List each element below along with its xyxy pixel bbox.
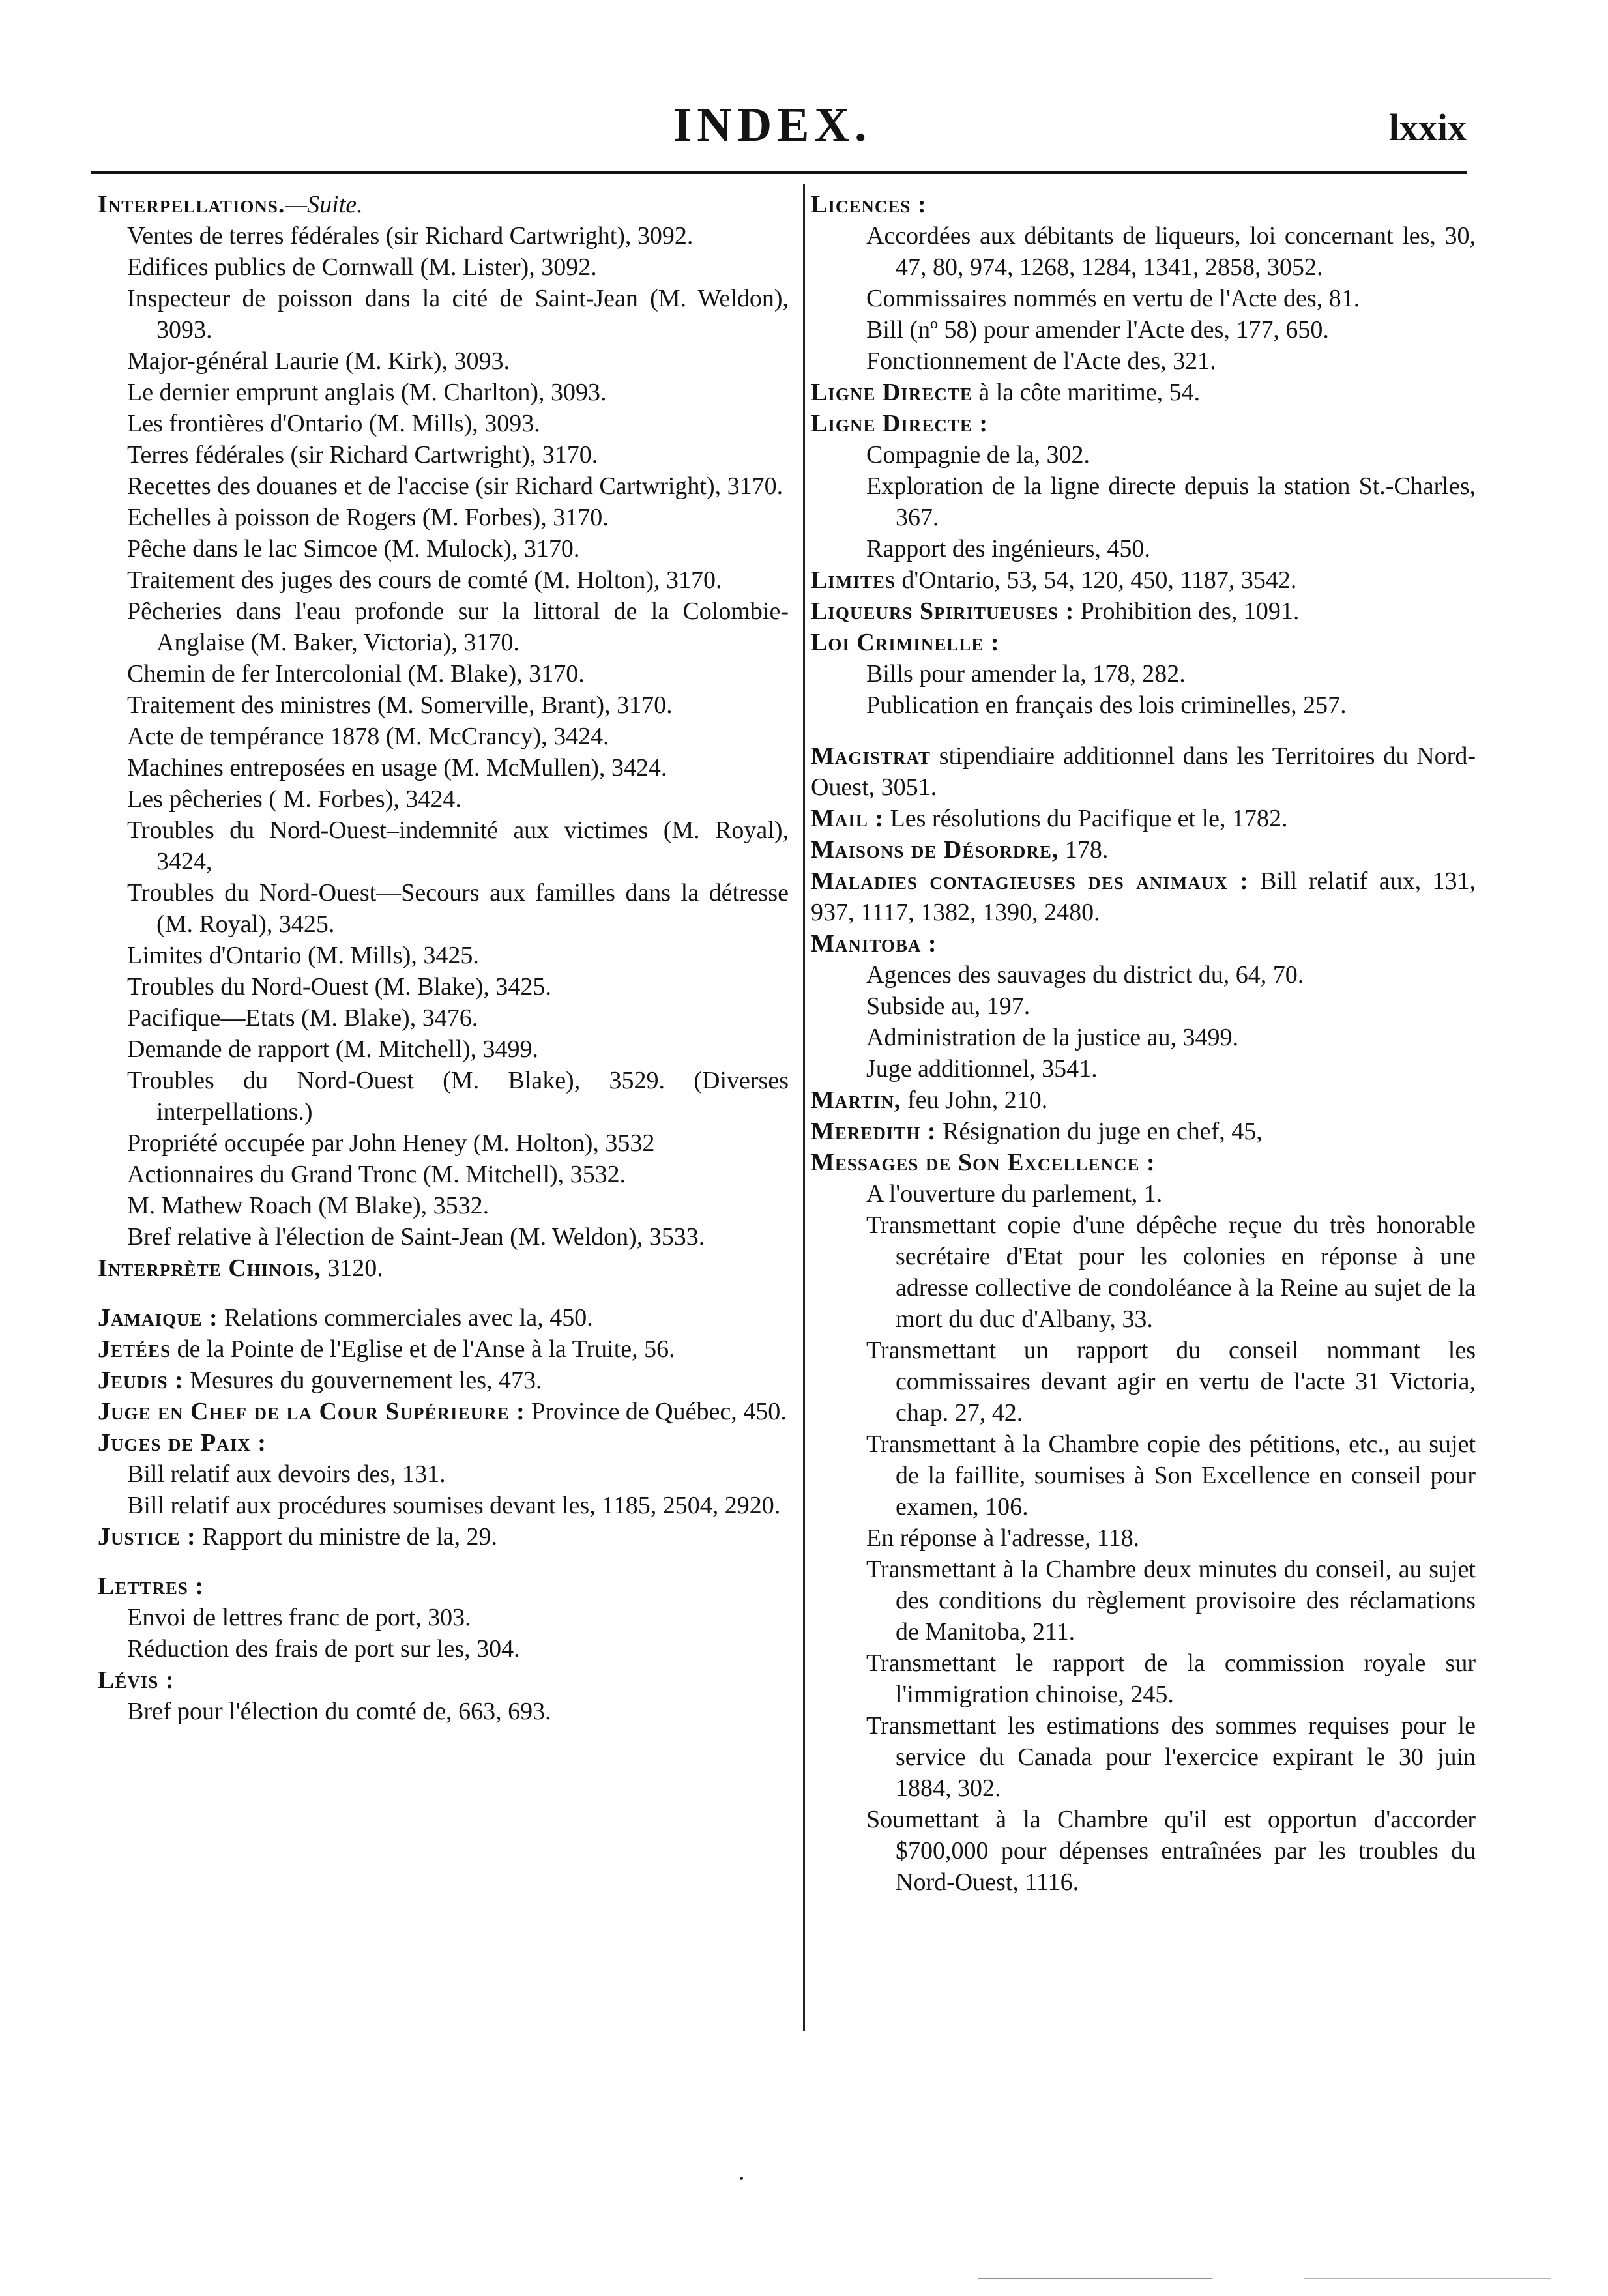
index-entry xyxy=(98,1253,789,1284)
sub-entry: Fonctionnement de l'Acte des, 321. xyxy=(866,347,1216,375)
index-entry xyxy=(98,1521,789,1552)
entry-heading-line xyxy=(811,740,1476,803)
index-entry xyxy=(811,865,1476,928)
sub-entry: Bref pour l'élection du comté de, 663, 693. xyxy=(127,1698,551,1725)
entry-heading-line xyxy=(98,1302,789,1333)
sub-entry: Limites d'Ontario (M. Mills), 3425. xyxy=(127,942,479,969)
entry-heading-line xyxy=(98,1664,789,1696)
sub-entry: Soumettant à la Chambre qu'il est opportun d'accorder $700,000 pour dépenses entraînées par les troubles du Nord-Ouest, 1116. xyxy=(866,1806,1476,1896)
sub-entry: Réduction des frais de port sur les, 304. xyxy=(127,1635,520,1663)
index-entry xyxy=(98,1571,789,1664)
index-entry xyxy=(811,189,1476,377)
sub-entry: Traitement des juges des cours de comté (M. Holton), 3170. xyxy=(127,566,722,594)
sub-entry: Troubles du Nord-Ouest—Secours aux familles dans la détresse (M. Royal), 3425. xyxy=(127,879,789,938)
entry-heading-line xyxy=(98,1396,789,1427)
entry-heading: Licences : xyxy=(811,191,927,218)
entry-heading-line xyxy=(811,1147,1476,1178)
entry-heading-line xyxy=(811,803,1476,834)
entry-text: —Suite. xyxy=(285,191,363,218)
index-entry xyxy=(811,928,1476,1084)
entry-heading-line xyxy=(811,834,1476,865)
index-entry xyxy=(98,1365,789,1396)
right-column xyxy=(811,189,1476,1898)
entry-heading-line xyxy=(98,1333,789,1365)
sub-entry: Bill relatif aux devoirs des, 131. xyxy=(127,1460,446,1488)
page-header xyxy=(78,98,1467,169)
entry-gap xyxy=(98,1552,789,1571)
entry-heading: Maisons de Désordre, xyxy=(811,836,1059,864)
entry-heading: Limites xyxy=(811,566,896,594)
entry-heading: Jamaique : xyxy=(98,1304,218,1331)
header-rule xyxy=(91,171,1467,174)
sub-entry: Chemin de fer Intercolonial (M. Blake), 3170. xyxy=(127,660,585,688)
index-entry xyxy=(98,1396,789,1427)
entry-text: feu John, 210. xyxy=(901,1086,1048,1114)
entry-text: Relations commerciales avec la, 450. xyxy=(218,1304,593,1331)
entry-heading: Maladies contagieuses des animaux : xyxy=(811,867,1249,895)
sub-entry: Bills pour amender la, 178, 282. xyxy=(866,660,1186,688)
entry-text: Résignation du juge en chef, 45, xyxy=(936,1118,1263,1145)
entry-heading-line xyxy=(811,377,1476,408)
entry-heading: Juge en Chef de la Cour Supérieure : xyxy=(98,1398,525,1425)
sub-entry: A l'ouverture du parlement, 1. xyxy=(866,1180,1163,1208)
sub-entry: Pacifique—Etats (M. Blake), 3476. xyxy=(127,1004,478,1032)
sub-entry: Rapport des ingénieurs, 450. xyxy=(866,535,1150,562)
sub-entry: Traitement des ministres (M. Somerville, Brant), 3170. xyxy=(127,691,673,719)
entry-text: Bill relatif aux, 131, 937, 1117, 1382, 1390, 2480. xyxy=(811,867,1476,926)
sub-entry: Echelles à poisson de Rogers (M. Forbes), 3170. xyxy=(127,504,609,531)
sub-entry: Subside au, 197. xyxy=(866,993,1031,1020)
entry-text: stipendiaire additionnel dans les Territoires du Nord-Ouest, 3051. xyxy=(811,742,1476,801)
entry-text: 178. xyxy=(1059,836,1109,864)
sub-entry: Recettes des douanes et de l'accise (sir Richard Cartwright), 3170. xyxy=(127,472,783,500)
entry-heading-line xyxy=(811,928,1476,959)
sub-entry: Bill (nº 58) pour amender l'Acte des, 177, 650. xyxy=(866,316,1329,343)
entry-heading-line xyxy=(98,1571,789,1602)
print-speck xyxy=(1304,2278,1551,2279)
sub-entry: M. Mathew Roach (M Blake), 3532. xyxy=(127,1192,490,1219)
sub-entry: Transmettant les estimations des sommes requises pour le service du Canada pour l'exercice expirant le 30 juin 1884, 302. xyxy=(866,1712,1476,1802)
entry-heading: Interprète Chinois, xyxy=(98,1255,321,1282)
sub-entry: Edifices publics de Cornwall (M. Lister), 3092. xyxy=(127,254,597,281)
index-entry xyxy=(811,377,1476,408)
sub-entry: Troubles du Nord-Ouest–indemnité aux victimes (M. Royal), 3424, xyxy=(127,817,789,875)
page-number: lxxix xyxy=(1388,106,1467,149)
entry-heading: Meredith : xyxy=(811,1118,937,1145)
index-entry xyxy=(811,596,1476,627)
entry-heading: Lettres : xyxy=(98,1573,205,1600)
entry-heading: Martin, xyxy=(811,1086,901,1114)
sub-entry: Le dernier emprunt anglais (M. Charlton), 3093. xyxy=(127,379,607,406)
index-entry xyxy=(811,1116,1476,1147)
sub-entry: En réponse à l'adresse, 118. xyxy=(866,1524,1140,1552)
entry-heading: Justice : xyxy=(98,1523,196,1550)
entry-text: de la Pointe de l'Eglise et de l'Anse à la Truite, 56. xyxy=(171,1335,675,1363)
index-entry xyxy=(98,189,789,1253)
sub-entry: Agences des sauvages du district du, 64, 70. xyxy=(866,961,1304,989)
index-entry xyxy=(98,1427,789,1521)
sub-entry: Actionnaires du Grand Tronc (M. Mitchell), 3532. xyxy=(127,1161,626,1188)
entry-heading-line xyxy=(98,1427,789,1459)
sub-entry: Pêche dans le lac Simcoe (M. Mulock), 3170. xyxy=(127,535,580,562)
sub-entry: Publication en français des lois criminelles, 257. xyxy=(866,691,1347,719)
print-speck xyxy=(978,2278,1212,2279)
entry-heading: Magistrat xyxy=(811,742,931,770)
sub-entry: Bref relative à l'élection de Saint-Jean (M. Weldon), 3533. xyxy=(127,1223,705,1251)
entry-gap xyxy=(98,1284,789,1302)
sub-entry: Juge additionnel, 3541. xyxy=(866,1055,1098,1083)
sub-entry: Transmettant copie d'une dépêche reçue du très honorable secrétaire d'Etat pour les colonies en réponse à une adresse collective de condoléance à la Reine au sujet de la mort du duc d'Albany, 33. xyxy=(866,1212,1476,1333)
entry-gap xyxy=(811,721,1476,740)
entry-text: Prohibition des, 1091. xyxy=(1074,598,1300,625)
sub-entry: Bill relatif aux procédures soumises devant les, 1185, 2504, 2920. xyxy=(127,1492,781,1519)
entry-text: Province de Québec, 450. xyxy=(525,1398,787,1425)
index-entry xyxy=(811,408,1476,564)
index-entry xyxy=(811,740,1476,803)
entry-heading: Liqueurs Spiritueuses : xyxy=(811,598,1075,625)
entry-heading-line xyxy=(98,189,789,220)
entry-heading: Loi Criminelle : xyxy=(811,629,1000,656)
sub-entry: Machines entreposées en usage (M. McMullen), 3424. xyxy=(127,754,667,781)
entry-text: 3120. xyxy=(321,1255,383,1282)
sub-entry: Envoi de lettres franc de port, 303. xyxy=(127,1604,471,1631)
entry-text: Les résolutions du Pacifique et le, 1782. xyxy=(884,805,1288,832)
sub-entry: Compagnie de la, 302. xyxy=(866,441,1090,469)
sub-entry: Propriété occupée par John Heney (M. Holton), 3532 xyxy=(127,1129,655,1157)
entry-heading-line xyxy=(811,865,1476,928)
index-entry xyxy=(811,1147,1476,1898)
sub-entry: Les frontières d'Ontario (M. Mills), 3093. xyxy=(127,410,540,437)
entry-heading: Lévis : xyxy=(98,1666,175,1694)
entry-heading: Ligne Directe xyxy=(811,379,972,406)
page-title: INDEX. xyxy=(673,98,872,152)
sub-entry: Major-général Laurie (M. Kirk), 3093. xyxy=(127,347,510,375)
sub-entry: Transmettant à la Chambre copie des pétitions, etc., au sujet de la faillite, soumises à Son Excellence en conseil pour examen, 106. xyxy=(866,1431,1476,1520)
sub-entry: Inspecteur de poisson dans la cité de Saint-Jean (M. Weldon), 3093. xyxy=(127,285,789,343)
index-entry xyxy=(811,803,1476,834)
index-entry xyxy=(811,627,1476,721)
entry-heading: Messages de Son Excellence : xyxy=(811,1149,1156,1176)
entry-heading: Manitoba : xyxy=(811,930,937,957)
entry-heading: Ligne Directe : xyxy=(811,410,988,437)
entry-heading-line xyxy=(811,564,1476,596)
entry-heading-line xyxy=(811,189,1476,220)
entry-text: à la côte maritime, 54. xyxy=(972,379,1201,406)
entry-heading-line xyxy=(811,627,1476,658)
sub-entry: Accordées aux débitants de liqueurs, loi concernant les, 30, 47, 80, 974, 1268, 1284, 1341, 2858, 3052. xyxy=(866,222,1476,281)
left-column xyxy=(98,189,789,1727)
sub-entry: Transmettant à la Chambre deux minutes du conseil, au sujet des conditions du règlement provisoire des réclamations de Manitoba, 211. xyxy=(866,1556,1476,1646)
entry-heading: Interpellations. xyxy=(98,191,285,218)
sub-entry: Administration de la justice au, 3499. xyxy=(866,1024,1238,1051)
entry-heading-line xyxy=(811,1116,1476,1147)
entry-heading: Mail : xyxy=(811,805,884,832)
entry-heading-line xyxy=(811,408,1476,439)
entry-heading-line xyxy=(98,1253,789,1284)
sub-entry: Les pêcheries ( M. Forbes), 3424. xyxy=(127,785,461,813)
print-speck xyxy=(740,2177,743,2180)
column-divider xyxy=(803,184,805,2031)
index-entry xyxy=(811,834,1476,865)
sub-entry: Transmettant un rapport du conseil nommant les commissaires devant agir en vertu de l'acte 31 Victoria, chap. 27, 42. xyxy=(866,1337,1476,1427)
index-entry xyxy=(98,1302,789,1333)
entry-text: d'Ontario, 53, 54, 120, 450, 1187, 3542. xyxy=(895,566,1297,594)
entry-heading: Jeudis : xyxy=(98,1367,184,1394)
sub-entry: Commissaires nommés en vertu de l'Acte des, 81. xyxy=(866,285,1360,312)
sub-entry: Acte de tempérance 1878 (M. McCrancy), 3424. xyxy=(127,723,609,750)
entry-text: Mesures du gouvernement les, 473. xyxy=(183,1367,542,1394)
sub-entry: Ventes de terres fédérales (sir Richard Cartwright), 3092. xyxy=(127,222,694,250)
sub-entry: Pêcheries dans l'eau profonde sur la littoral de la Colombie-Anglaise (M. Baker, Victoria), 3170. xyxy=(127,598,789,656)
sub-entry: Exploration de la ligne directe depuis la station St.-Charles, 367. xyxy=(866,472,1476,531)
entry-heading: Juges de Paix : xyxy=(98,1429,267,1457)
index-entry xyxy=(98,1333,789,1365)
entry-heading-line xyxy=(98,1521,789,1552)
index-entry xyxy=(811,564,1476,596)
index-entry xyxy=(811,1084,1476,1116)
entry-text: Rapport du ministre de la, 29. xyxy=(196,1523,497,1550)
sub-entry: Troubles du Nord-Ouest (M. Blake), 3425. xyxy=(127,973,551,1000)
entry-heading-line xyxy=(811,1084,1476,1116)
entry-heading-line xyxy=(98,1365,789,1396)
sub-entry: Transmettant le rapport de la commission royale sur l'immigration chinoise, 245. xyxy=(866,1649,1476,1708)
sub-entry: Troubles du Nord-Ouest (M. Blake), 3529. (Diverses interpellations.) xyxy=(127,1067,789,1126)
entry-heading-line xyxy=(811,596,1476,627)
sub-entry: Demande de rapport (M. Mitchell), 3499. xyxy=(127,1036,539,1063)
entry-heading: Jetées xyxy=(98,1335,171,1363)
index-entry xyxy=(98,1664,789,1727)
sub-entry: Terres fédérales (sir Richard Cartwright), 3170. xyxy=(127,441,598,469)
